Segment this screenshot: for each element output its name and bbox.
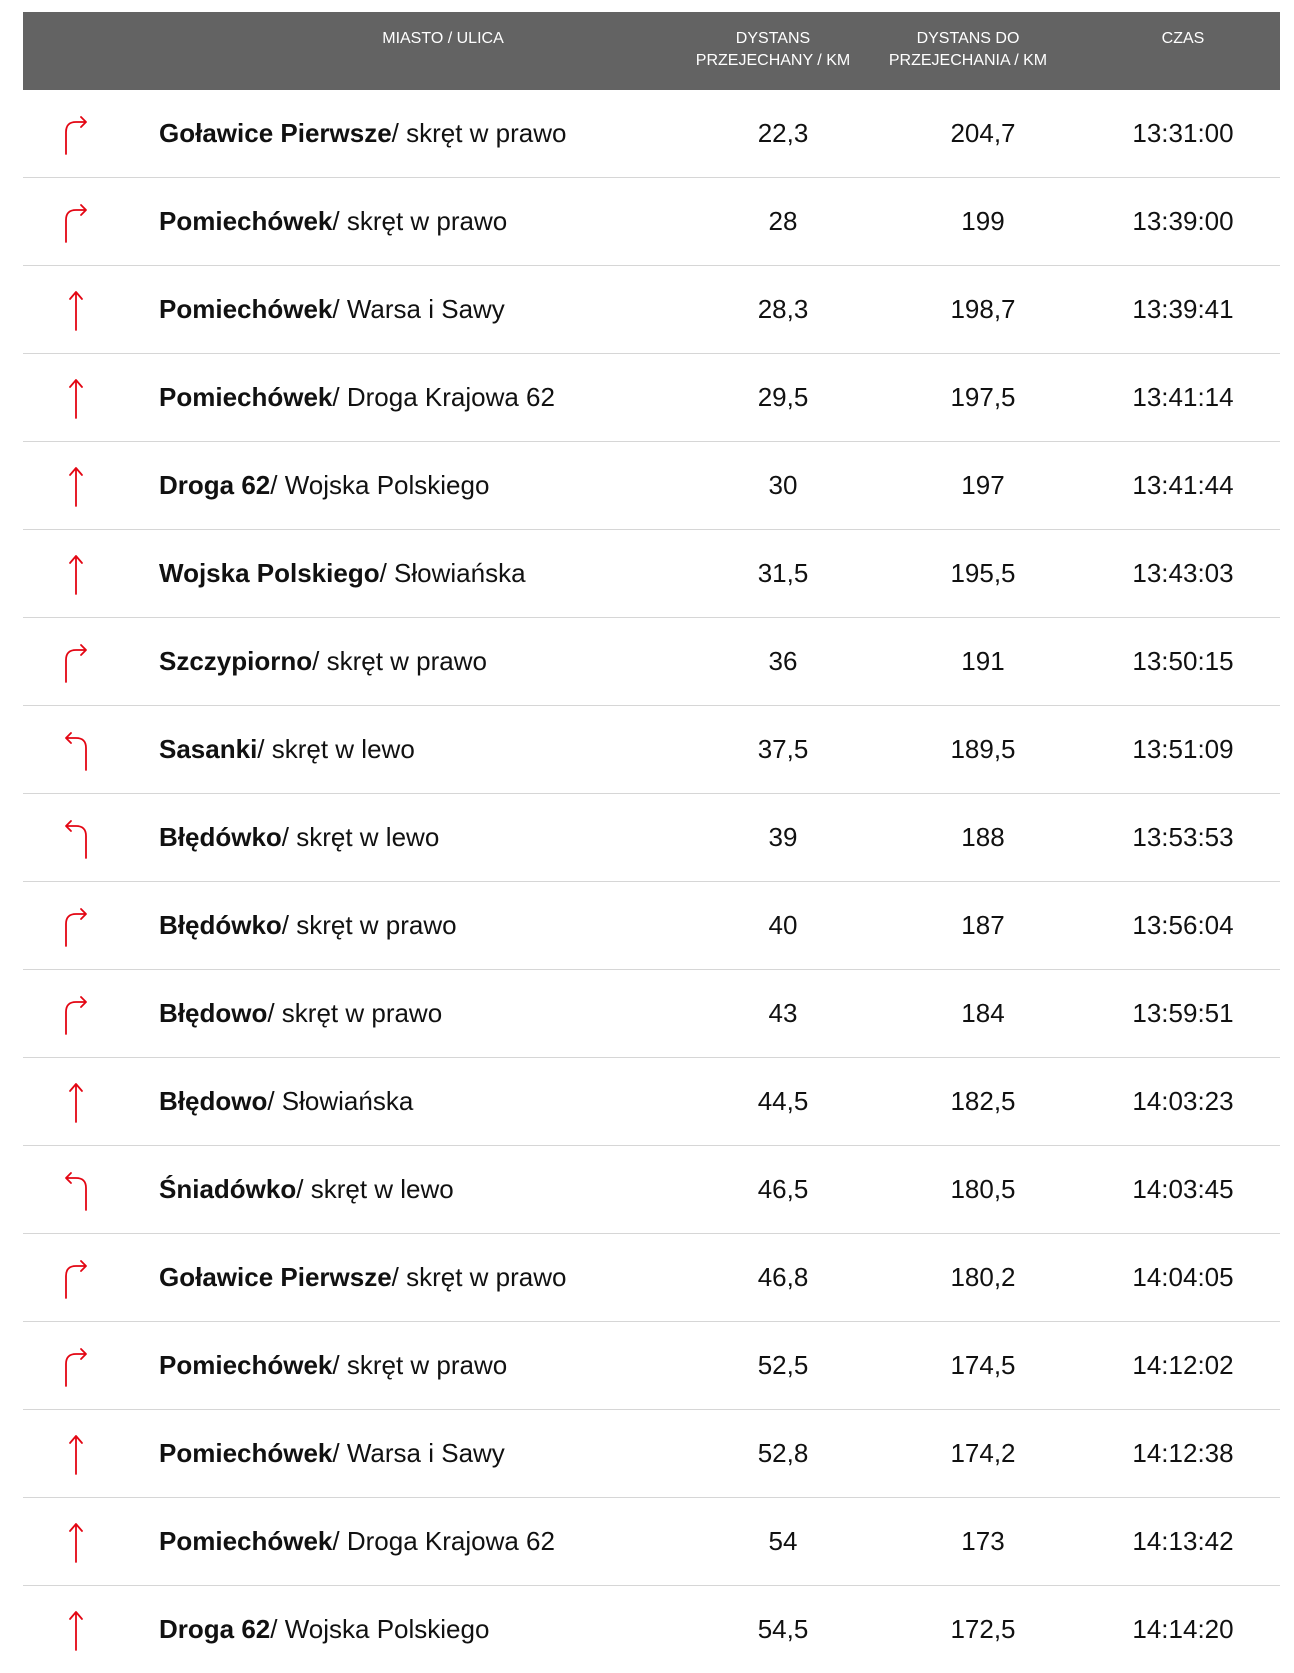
street-name: / Warsa i Sawy — [332, 1438, 505, 1468]
distance-remaining: 189,5 — [950, 734, 1016, 764]
distance-remaining: 191 — [961, 646, 1005, 676]
turn-right-icon — [63, 992, 89, 1036]
table-row — [23, 266, 1280, 354]
time: 14:12:02 — [1132, 1350, 1234, 1380]
distance-remaining: 182,5 — [950, 1086, 1016, 1116]
table-row — [23, 618, 1280, 706]
location-cell — [159, 90, 567, 177]
location-cell — [159, 266, 505, 353]
distance-remaining: 197,5 — [950, 382, 1016, 412]
straight-icon — [63, 1432, 89, 1476]
city-name: Błędowo — [159, 998, 268, 1028]
time: 13:50:15 — [1132, 646, 1234, 676]
header-distance-driven — [668, 28, 878, 72]
header-city-street: MIASTO / ULICA — [382, 30, 504, 47]
distance-driven: 30 — [768, 470, 798, 500]
time: 13:41:44 — [1132, 470, 1234, 500]
table-body — [23, 90, 1280, 1673]
distance-driven: 44,5 — [757, 1086, 809, 1116]
city-name: Błędowo — [159, 1086, 268, 1116]
straight-icon — [63, 464, 89, 508]
header-distance-remaining-line2: PRZEJECHANIA / KM — [888, 52, 1048, 69]
distance-remaining: 188 — [961, 822, 1005, 852]
street-name: / skręt w lewo — [281, 822, 440, 852]
table-row — [23, 882, 1280, 970]
city-name: Pomiechówek — [159, 1438, 333, 1468]
straight-icon — [63, 1080, 89, 1124]
city-name: Droga 62 — [159, 1614, 271, 1644]
distance-driven: 54,5 — [757, 1614, 809, 1644]
turn-right-icon — [63, 1256, 89, 1300]
location-cell — [159, 970, 442, 1057]
distance-remaining: 187 — [961, 910, 1005, 940]
city-name: Goławice Pierwsze — [159, 118, 392, 148]
time: 13:31:00 — [1132, 118, 1234, 148]
distance-remaining: 184 — [961, 998, 1005, 1028]
distance-driven: 37,5 — [757, 734, 809, 764]
location-cell — [159, 706, 415, 793]
street-name: / skręt w lewo — [257, 734, 415, 764]
street-name: / skręt w prawo — [312, 646, 487, 676]
city-name: Śniadówko — [159, 1174, 297, 1204]
city-name: Goławice Pierwsze — [159, 1262, 392, 1292]
distance-driven: 54 — [768, 1526, 798, 1556]
time: 14:12:38 — [1132, 1438, 1234, 1468]
street-name: / skręt w prawo — [281, 910, 457, 940]
turn-right-icon — [63, 904, 89, 948]
street-name: / Wojska Polskiego — [270, 1614, 490, 1644]
distance-remaining: 197 — [961, 470, 1005, 500]
location-cell — [159, 1058, 413, 1145]
time: 13:43:03 — [1132, 558, 1234, 588]
street-name: / Droga Krajowa 62 — [332, 1526, 555, 1556]
time: 13:53:53 — [1132, 822, 1234, 852]
table-row — [23, 178, 1280, 266]
distance-remaining: 180,2 — [950, 1262, 1016, 1292]
city-name: Sasanki — [159, 734, 258, 764]
table-row — [23, 442, 1280, 530]
distance-remaining: 195,5 — [950, 558, 1016, 588]
location-cell — [159, 794, 439, 881]
header-distance-remaining-line1: DYSTANS DO — [916, 30, 1020, 47]
straight-icon — [63, 376, 89, 420]
distance-driven: 28 — [768, 206, 798, 236]
header-distance-driven-line2: PRZEJECHANY / KM — [695, 52, 851, 69]
city-name: Błędówko — [159, 822, 282, 852]
location-cell — [159, 1322, 507, 1409]
table-row — [23, 794, 1280, 882]
street-name: / Słowiańska — [267, 1086, 414, 1116]
turn-left-icon — [63, 1168, 89, 1212]
time: 14:14:20 — [1132, 1614, 1234, 1644]
city-name: Pomiechówek — [159, 294, 333, 324]
header-distance-remaining — [863, 28, 1073, 72]
table-row — [23, 1410, 1280, 1498]
street-name: / Słowiańska — [379, 558, 526, 588]
street-name: / skręt w prawo — [332, 206, 508, 236]
turn-left-icon — [63, 816, 89, 860]
table-row — [23, 1146, 1280, 1234]
distance-remaining: 172,5 — [950, 1614, 1016, 1644]
distance-driven: 28,3 — [757, 294, 809, 324]
table-header — [23, 12, 1280, 90]
city-name: Pomiechówek — [159, 382, 333, 412]
distance-remaining: 173 — [961, 1526, 1005, 1556]
distance-driven: 39 — [768, 822, 798, 852]
turn-right-icon — [63, 112, 89, 156]
distance-driven: 40 — [768, 910, 798, 940]
table-row — [23, 1234, 1280, 1322]
time: 14:13:42 — [1132, 1526, 1234, 1556]
distance-driven: 31,5 — [757, 558, 809, 588]
street-name: / Wojska Polskiego — [270, 470, 490, 500]
time: 14:03:23 — [1132, 1086, 1234, 1116]
distance-driven: 46,5 — [757, 1174, 809, 1204]
city-name: Wojska Polskiego — [159, 558, 380, 588]
location-cell — [159, 530, 526, 617]
table-row — [23, 970, 1280, 1058]
time: 13:51:09 — [1132, 734, 1234, 764]
distance-driven: 52,8 — [757, 1438, 809, 1468]
distance-driven: 52,5 — [757, 1350, 809, 1380]
street-name: / Warsa i Sawy — [332, 294, 505, 324]
distance-remaining: 174,2 — [950, 1438, 1016, 1468]
turn-right-icon — [63, 640, 89, 684]
street-name: / skręt w prawo — [391, 1262, 567, 1292]
street-name: / skręt w prawo — [391, 118, 567, 148]
distance-driven: 22,3 — [757, 118, 809, 148]
street-name: / skręt w prawo — [267, 998, 443, 1028]
distance-driven: 29,5 — [757, 382, 809, 412]
distance-remaining: 204,7 — [950, 118, 1016, 148]
location-cell — [159, 1586, 489, 1673]
table-row — [23, 706, 1280, 794]
time: 13:41:14 — [1132, 382, 1234, 412]
location-cell — [159, 354, 555, 441]
straight-icon — [63, 552, 89, 596]
distance-remaining: 174,5 — [950, 1350, 1016, 1380]
distance-driven: 36 — [768, 646, 798, 676]
location-cell — [159, 178, 507, 265]
turn-left-icon — [63, 728, 89, 772]
city-name: Szczypiorno — [159, 646, 313, 676]
table-row — [23, 354, 1280, 442]
time: 14:04:05 — [1132, 1262, 1234, 1292]
street-name: / skręt w prawo — [332, 1350, 508, 1380]
time: 13:39:00 — [1132, 206, 1234, 236]
turn-right-icon — [63, 200, 89, 244]
location-cell — [159, 1146, 454, 1233]
city-name: Błędówko — [159, 910, 282, 940]
distance-driven: 43 — [768, 998, 798, 1028]
street-name: / Droga Krajowa 62 — [332, 382, 555, 412]
distance-remaining: 198,7 — [950, 294, 1016, 324]
header-distance-driven-line1: DYSTANS — [735, 30, 811, 47]
distance-remaining: 180,5 — [950, 1174, 1016, 1204]
distance-driven: 46,8 — [757, 1262, 809, 1292]
straight-icon — [63, 1608, 89, 1652]
city-name: Pomiechówek — [159, 1526, 333, 1556]
table-row — [23, 1322, 1280, 1410]
city-name: Pomiechówek — [159, 206, 333, 236]
location-cell — [159, 618, 487, 705]
city-name: Pomiechówek — [159, 1350, 333, 1380]
street-name: / skręt w lewo — [296, 1174, 454, 1204]
location-cell — [159, 1410, 505, 1497]
table-row — [23, 530, 1280, 618]
header-time: CZAS — [1161, 30, 1205, 47]
straight-icon — [63, 1520, 89, 1564]
table-row — [23, 90, 1280, 178]
route-table — [23, 12, 1280, 1673]
table-row — [23, 1058, 1280, 1146]
location-cell — [159, 1498, 555, 1585]
table-row — [23, 1498, 1280, 1586]
table-row — [23, 1586, 1280, 1673]
location-cell — [159, 442, 489, 529]
time: 13:39:41 — [1132, 294, 1234, 324]
city-name: Droga 62 — [159, 470, 271, 500]
location-cell — [159, 1234, 567, 1321]
time: 13:59:51 — [1132, 998, 1234, 1028]
distance-remaining: 199 — [961, 206, 1005, 236]
location-cell — [159, 882, 457, 969]
time: 14:03:45 — [1132, 1174, 1234, 1204]
turn-right-icon — [63, 1344, 89, 1388]
time: 13:56:04 — [1132, 910, 1234, 940]
straight-icon — [63, 288, 89, 332]
